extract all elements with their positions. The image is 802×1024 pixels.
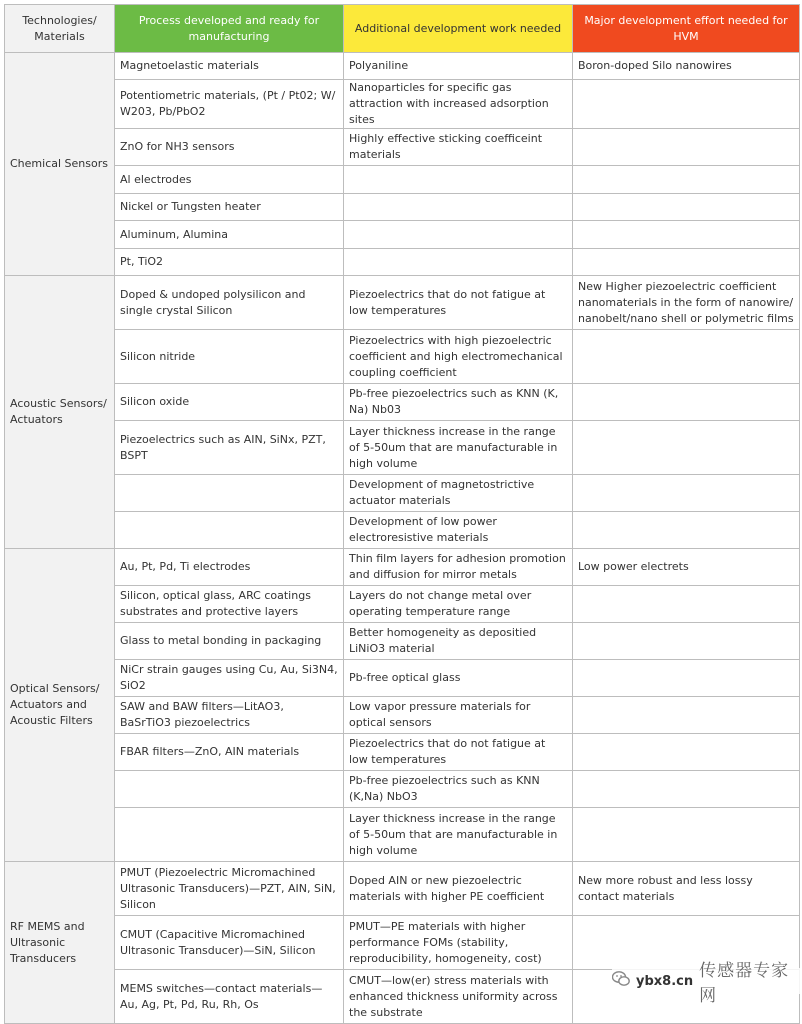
cell-major	[573, 129, 800, 166]
header-additional-development: Additional development work needed	[344, 5, 573, 53]
cell-ready	[115, 808, 344, 862]
cell-major: New more robust and less lossy contact materials	[573, 862, 800, 916]
cell-additional: Doped AIN or new piezoelectric materials with higher PE coefficient	[344, 862, 573, 916]
cell-major	[573, 734, 800, 771]
cell-additional: CMUT—low(er) stress materials with enhanced thickness uniformity across the substrate	[344, 970, 573, 1024]
table-row	[5, 421, 800, 475]
cell-ready: Silicon nitride	[115, 330, 344, 384]
table-row	[5, 549, 800, 586]
cell-additional	[344, 166, 573, 194]
table-row	[5, 660, 800, 697]
table-row	[5, 330, 800, 384]
cell-ready: Potentiometric materials, (Pt / Pt02; W/ W203, Pb/PbO2	[115, 80, 344, 129]
cell-ready: CMUT (Capacitive Micromachined Ultrasonic Transducer)—SiN, Silicon	[115, 916, 344, 970]
table-row	[5, 129, 800, 166]
table-row	[5, 916, 800, 970]
cell-additional: Layer thickness increase in the range of 5-50um that are manufacturable in high volume	[344, 421, 573, 475]
cell-major	[573, 771, 800, 808]
cell-additional: Pb-free piezoelectrics such as KNN (K,Na) NbO3	[344, 771, 573, 808]
table-row	[5, 697, 800, 734]
cell-additional: Layers do not change metal over operating temperature range	[344, 586, 573, 623]
cell-ready: SAW and BAW filters—LitAO3, BaSrTiO3 piezoelectrics	[115, 697, 344, 734]
cell-additional: Pb-free optical glass	[344, 660, 573, 697]
cell-major	[573, 623, 800, 660]
cell-ready: Silicon, optical glass, ARC coatings substrates and protective layers	[115, 586, 344, 623]
cell-ready: Pt, TiO2	[115, 249, 344, 276]
cell-major	[573, 697, 800, 734]
cell-ready: Magnetoelastic materials	[115, 53, 344, 80]
cell-major	[573, 221, 800, 249]
cell-additional: Highly effective sticking coefficeint materials	[344, 129, 573, 166]
cell-ready: Piezoelectrics such as AIN, SiNx, PZT, BSPT	[115, 421, 344, 475]
cell-ready: Glass to metal bonding in packaging	[115, 623, 344, 660]
cell-major	[573, 194, 800, 221]
header-ready-for-manufacturing: Process developed and ready for manufacturing	[115, 5, 344, 53]
cell-additional: Piezoelectrics that do not fatigue at low temperatures	[344, 276, 573, 330]
materials-table	[4, 4, 800, 1024]
cell-major	[573, 586, 800, 623]
cell-ready	[115, 475, 344, 512]
cell-major	[573, 808, 800, 862]
cell-major	[573, 166, 800, 194]
cell-additional: Low vapor pressure materials for optical sensors	[344, 697, 573, 734]
cell-additional: Development of magnetostrictive actuator materials	[344, 475, 573, 512]
table-header	[5, 5, 800, 53]
table-row	[5, 808, 800, 862]
category-rf-mems: RF MEMS and Ultrasonic Transducers	[5, 862, 115, 1024]
cell-major: New Higher piezoelectric coefficient nanomaterials in the form of nanowire/ nanobelt/nano shell or polymetric films	[573, 276, 800, 330]
category-chemical-sensors: Chemical Sensors	[5, 53, 115, 276]
cell-ready: Nickel or Tungsten heater	[115, 194, 344, 221]
cell-ready	[115, 512, 344, 549]
watermark	[612, 961, 802, 1006]
cell-additional: Thin film layers for adhesion promotion and diffusion for mirror metals	[344, 549, 573, 586]
table-row	[5, 586, 800, 623]
table-row	[5, 194, 800, 221]
cell-major	[573, 384, 800, 421]
cell-additional: Polyaniline	[344, 53, 573, 80]
cell-additional: Layer thickness increase in the range of 5-50um that are manufacturable in high volume	[344, 808, 573, 862]
cell-additional	[344, 221, 573, 249]
cell-additional: Piezoelectrics with high piezoelectric coefficient and high electromechanical coupling coefficient	[344, 330, 573, 384]
cell-ready: NiCr strain gauges using Cu, Au, Si3N4, SiO2	[115, 660, 344, 697]
cell-additional: PMUT—PE materials with higher performance FOMs (stability, reproducibility, homogeneity, cost)	[344, 916, 573, 970]
cell-major: Low power electrets	[573, 549, 800, 586]
category-optical-sensors: Optical Sensors/ Actuators and Acoustic Filters	[5, 549, 115, 862]
table-row	[5, 862, 800, 916]
cell-ready: Aluminum, Alumina	[115, 221, 344, 249]
watermark-url: ybx8.cn	[636, 973, 694, 989]
table-row	[5, 221, 800, 249]
cell-major: Boron-doped Silo nanowires	[573, 53, 800, 80]
cell-major	[573, 249, 800, 276]
table-row	[5, 734, 800, 771]
table-row	[5, 512, 800, 549]
cell-additional: Pb-free piezoelectrics such as KNN (K, Na) Nb03	[344, 384, 573, 421]
table-row	[5, 771, 800, 808]
cell-major	[573, 80, 800, 129]
cell-additional: Piezoelectrics that do not fatigue at low temperatures	[344, 734, 573, 771]
watermark-name: 传感器专家网	[699, 961, 790, 1006]
cell-ready	[115, 771, 344, 808]
table-row	[5, 276, 800, 330]
cell-ready: PMUT (Piezoelectric Micromachined Ultrasonic Transducers)—PZT, AIN, SiN, Silicon	[115, 862, 344, 916]
cell-major	[573, 512, 800, 549]
cell-ready: Silicon oxide	[115, 384, 344, 421]
wechat-icon	[612, 971, 630, 991]
cell-ready: Au, Pt, Pd, Ti electrodes	[115, 549, 344, 586]
table-row	[5, 384, 800, 421]
cell-additional	[344, 249, 573, 276]
cell-additional: Nanoparticles for specific gas attraction with increased adsorption sites	[344, 80, 573, 129]
table-row	[5, 53, 800, 80]
cell-major	[573, 660, 800, 697]
cell-additional: Development of low power electroresistive materials	[344, 512, 573, 549]
table-row	[5, 623, 800, 660]
cell-additional: Better homogeneity as depositied LiNiO3 material	[344, 623, 573, 660]
table-row	[5, 80, 800, 129]
cell-additional	[344, 194, 573, 221]
table-row	[5, 166, 800, 194]
cell-ready: Doped & undoped polysilicon and single crystal Silicon	[115, 276, 344, 330]
header-technologies: Technologies/ Materials	[5, 5, 115, 53]
cell-ready: MEMS switches—contact materials—Au, Ag, Pt, Pd, Ru, Rh, Os	[115, 970, 344, 1024]
cell-ready: ZnO for NH3 sensors	[115, 129, 344, 166]
cell-major	[573, 330, 800, 384]
header-major-development: Major development effort needed for HVM	[573, 5, 800, 53]
cell-ready: FBAR filters—ZnO, AIN materials	[115, 734, 344, 771]
cell-major	[573, 421, 800, 475]
table-row	[5, 249, 800, 276]
cell-ready: Al electrodes	[115, 166, 344, 194]
cell-major	[573, 475, 800, 512]
category-acoustic-sensors: Acoustic Sensors/ Actuators	[5, 276, 115, 549]
table-row	[5, 475, 800, 512]
